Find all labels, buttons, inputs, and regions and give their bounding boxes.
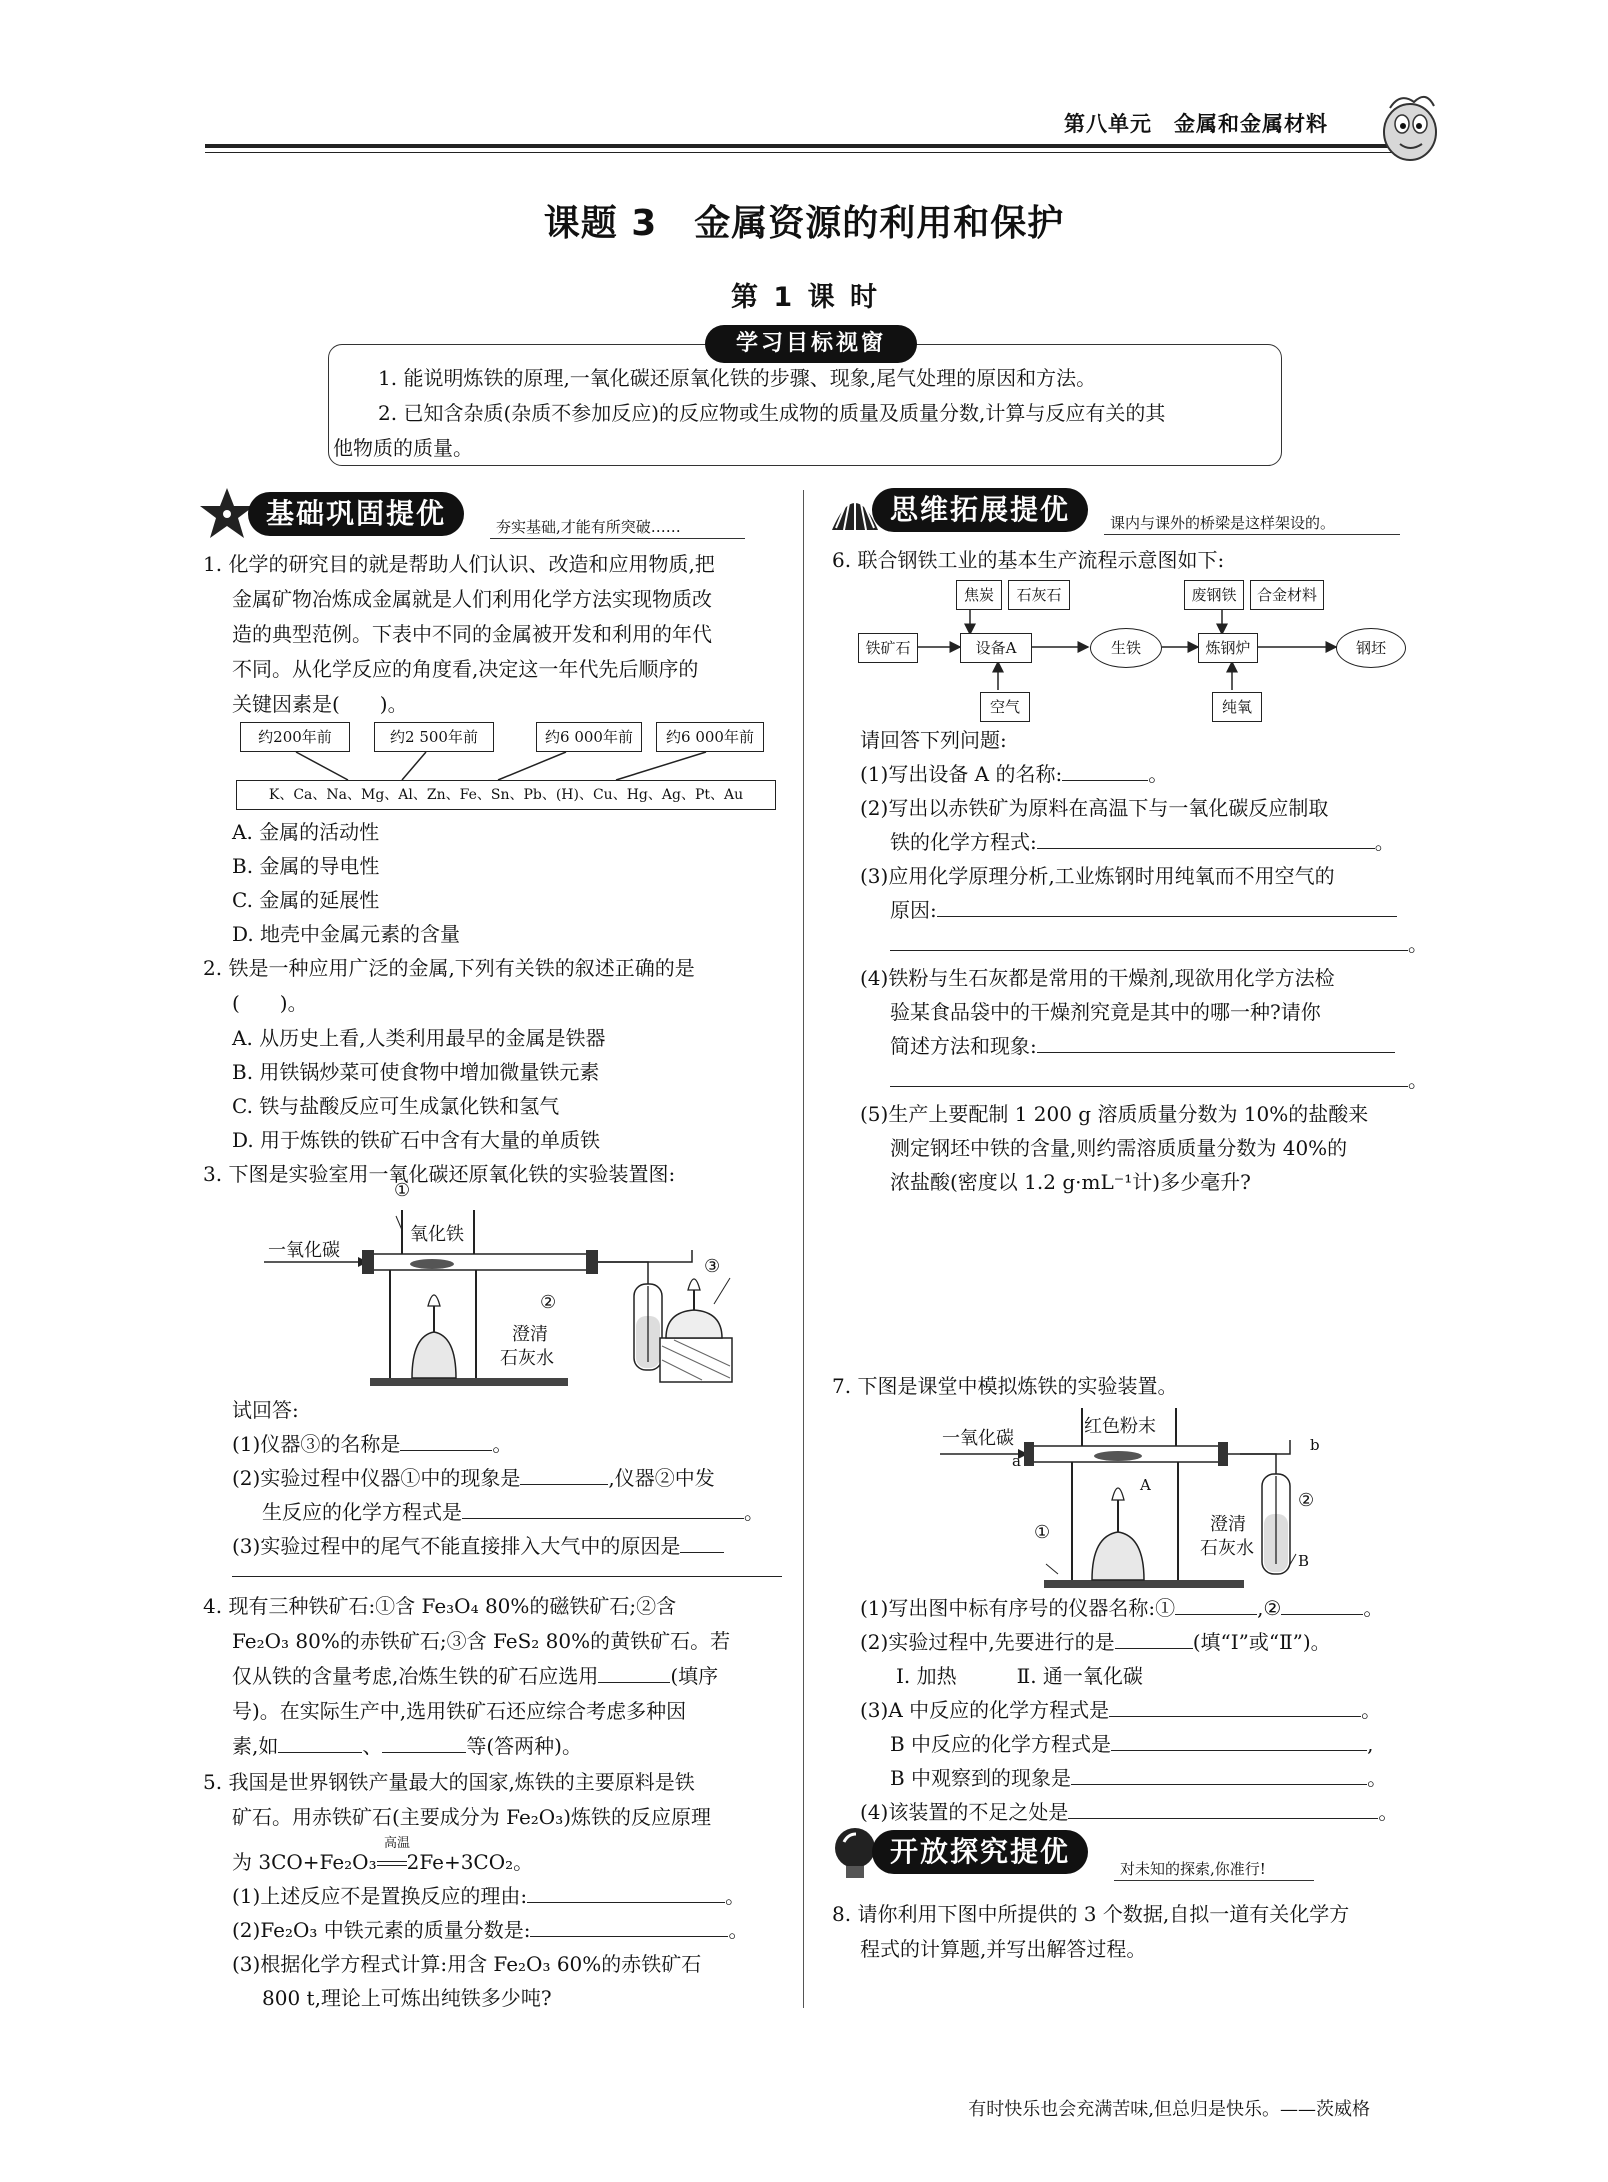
q4-line-5-text: 素,如: [232, 1734, 279, 1758]
q3-answer-line[interactable]: [232, 1576, 782, 1577]
goal-line-1: 1. 能说明炼铁的原理,一氧化碳还原氧化铁的步骤、现象,尾气处理的原因和方法。: [378, 366, 1097, 390]
q6-blank-2[interactable]: [1037, 826, 1375, 849]
flow-oxygen: 纯氧: [1212, 692, 1262, 722]
q3-sub-2-text: (2)实验过程中仪器①中的现象是: [232, 1466, 521, 1490]
q2-line-1: 2. 铁是一种应用广泛的金属,下列有关铁的叙述正确的是: [203, 956, 695, 980]
lesson-subtitle: 第 1 课 时: [731, 282, 877, 313]
q6-sub-4c-text: 简述方法和现象:: [890, 1034, 1037, 1058]
q3-label-1: ①: [394, 1180, 411, 1201]
q5-sub-1-end: 。: [725, 1884, 746, 1908]
q2-option-d: D. 用于炼铁的铁矿石中含有大量的单质铁: [232, 1128, 601, 1152]
q7-label-b: b: [1310, 1436, 1320, 1454]
q3-sub-3-text: (3)实验过程中的尾气不能直接排入大气中的原因是: [232, 1534, 681, 1558]
lesson-title: 课题 3 金属资源的利用和保护: [543, 203, 1065, 244]
q7-sub-2-options: Ⅰ. 加热 Ⅱ. 通一氧化碳: [896, 1664, 1143, 1688]
q4-line-3-end: (填序: [670, 1664, 719, 1688]
q5-sub-1: [232, 1880, 745, 1913]
unit-header: 第八单元 金属和金属材料: [1064, 112, 1328, 136]
q7-sub-3b-text: B 中反应的化学方程式是: [890, 1732, 1112, 1756]
q1-tag-2: 约2 500年前: [374, 722, 494, 752]
q7-sub-2-end: (填“Ⅰ”或“Ⅱ”)。: [1192, 1630, 1331, 1654]
q1-line-1: 1. 化学的研究目的就是帮助人们认识、改造和应用物质,把: [203, 552, 715, 576]
q5-sub-2-end: 。: [728, 1918, 749, 1942]
q5-sub-3b: 800 t,理论上可炼出纯铁多少吨?: [262, 1986, 552, 2010]
q1-line-5: 关键因素是( )。: [232, 692, 408, 716]
section-open-motto: 对未知的探索,你准行!: [1120, 1860, 1266, 1878]
q7-sub-4: [860, 1796, 1398, 1829]
q6-sub-3-end: 。: [1408, 932, 1428, 956]
flow-steel-billet: 钢坯: [1336, 628, 1406, 668]
q3-blank-3[interactable]: [462, 1496, 744, 1519]
section-basic-underline: [490, 538, 745, 539]
q6-sub-5b: 测定钢坯中铁的含量,则约需溶质质量分数为 40%的: [890, 1136, 1348, 1160]
q5-sub-2: [232, 1914, 748, 1947]
q6-sub-5: (5)生产上要配制 1 200 g 溶质质量分数为 10%的盐酸来: [860, 1102, 1369, 1126]
q6-sub-4b: 验某食品袋中的干燥剂究竟是其中的哪一种?请你: [890, 1000, 1321, 1024]
q2-option-b: B. 用铁锅炒菜可使食物中增加微量铁元素: [232, 1060, 600, 1084]
header-rule-thin: [205, 152, 1410, 153]
q3-sub-2b: [262, 1496, 764, 1529]
q7-blank-3[interactable]: [1115, 1626, 1193, 1649]
q7-label-1: ①: [1034, 1522, 1051, 1543]
q7-blank-1[interactable]: [1175, 1592, 1257, 1615]
goals-badge: 学习目标视窗: [705, 325, 917, 363]
q4-line-3-text: 仅从铁的含量考虑,冶炼生铁的矿石应选用: [232, 1664, 599, 1688]
q1-line-2: 金属矿物冶炼成金属就是人们利用化学方法实现物质改: [232, 587, 712, 611]
q6-sub-4c: [890, 1030, 1395, 1063]
q7-sub-4-end: 。: [1378, 1800, 1399, 1824]
q7-blank-7[interactable]: [1068, 1796, 1378, 1819]
q8-line-1: 8. 请你利用下图中所提供的 3 个数据,自拟一道有关化学方: [832, 1902, 1350, 1926]
q3-label-2: ②: [540, 1292, 557, 1313]
q8-line-2: 程式的计算题,并写出解答过程。: [860, 1937, 1147, 1961]
section-basic-title: 基础巩固提优: [248, 492, 464, 536]
section-think-motto: 课内与课外的桥梁是这样架设的。: [1110, 514, 1336, 532]
q6-sub-2b: [890, 826, 1395, 859]
q5-line-3: [232, 1846, 533, 1879]
q5-sub-1-text: (1)上述反应不是置换反应的理由:: [232, 1884, 528, 1908]
q3-blank-2[interactable]: [520, 1462, 608, 1485]
column-divider: [803, 490, 804, 2008]
q7-sub-1-text: (1)写出图中标有序号的仪器名称:①: [860, 1596, 1176, 1620]
q7-blank-4[interactable]: [1109, 1694, 1361, 1717]
q5-sub-3: (3)根据化学方程式计算:用含 Fe₂O₃ 60%的赤铁矿石: [232, 1952, 702, 1976]
q1-tag-arrows: [236, 750, 776, 782]
q4-line-4: 号)。在实际生产中,选用铁矿石还应综合考虑多种因: [232, 1699, 687, 1723]
q6-blank-1[interactable]: [1062, 758, 1148, 781]
q7-sub-2: [860, 1626, 1331, 1659]
goal-line-2: 2. 已知含杂质(杂质不参加反应)的反应物或生成物的质量及质量分数,计算与反应有关的其: [378, 401, 1166, 425]
q6-line-1: 6. 联合钢铁工业的基本生产流程示意图如下:: [832, 548, 1225, 572]
q6-sub-2b-text: 铁的化学方程式:: [890, 830, 1037, 854]
q5-condition: 高温: [384, 1836, 411, 1851]
section-think-underline: [1104, 534, 1400, 535]
q7-sub-3c: [890, 1762, 1387, 1795]
q1-line-3: 造的典型范例。下表中不同的金属被开发和利用的年代: [232, 622, 712, 646]
q4-line-5-end: 等(答两种)。: [466, 1734, 582, 1758]
q5-sub-2-text: (2)Fe₂O₃ 中铁元素的质量分数是:: [232, 1918, 531, 1942]
q7-label-lime-2: 石灰水: [1200, 1538, 1254, 1559]
q7-sub-1-end: 。: [1363, 1596, 1384, 1620]
q4-line-5: [232, 1730, 582, 1763]
q6-sub-1-text: (1)写出设备 A 的名称:: [860, 762, 1063, 786]
q7-blank-6[interactable]: [1071, 1762, 1367, 1785]
q7-sub-3b: [890, 1728, 1373, 1761]
q7-sub-3c-end: 。: [1367, 1766, 1388, 1790]
q6-sub-1: [860, 758, 1168, 791]
q7-sub-1-mid: ,②: [1257, 1596, 1282, 1620]
q6-blank-6[interactable]: [890, 1064, 1408, 1087]
q7-sub-3: [860, 1694, 1381, 1727]
flow-pig-iron: 生铁: [1090, 628, 1162, 668]
q3-blank-1[interactable]: [400, 1428, 492, 1451]
flow-coke: 焦炭: [956, 580, 1002, 610]
q1-option-d: D. 地壳中金属元素的含量: [232, 922, 461, 946]
q4-blank-1[interactable]: [598, 1660, 670, 1683]
section-basic-motto: 夯实基础,才能有所突破……: [496, 518, 681, 536]
section-think-title: 思维拓展提优: [872, 488, 1088, 532]
q4-line-5-sep: 、: [362, 1734, 383, 1758]
flow-device-a: 设备A: [960, 633, 1032, 663]
q6-sub-3c: [890, 928, 1428, 961]
q7-blank-2[interactable]: [1281, 1592, 1363, 1615]
q7-label-a: a: [1012, 1452, 1021, 1470]
q7-label-A: A: [1140, 1476, 1151, 1494]
q1-tag-1: 约200年前: [240, 722, 350, 752]
q7-label-powder: 红色粉末: [1084, 1416, 1156, 1437]
q5-line-3-end: 2Fe+3CO₂。: [406, 1850, 534, 1874]
q5-blank-1[interactable]: [527, 1880, 725, 1903]
q7-blank-5[interactable]: [1111, 1728, 1367, 1751]
q6-blank-5[interactable]: [1037, 1030, 1395, 1053]
footer-quote: 有时快乐也会充满苦味,但总归是快乐。——茨威格: [968, 2099, 1370, 2120]
q7-sub-3-end: 。: [1361, 1698, 1382, 1722]
q5-equals-sign: [377, 1861, 407, 1866]
q4-blank-2[interactable]: [278, 1730, 362, 1753]
q1-tag-3: 约6 000年前: [536, 722, 642, 752]
q3-sub-3: [232, 1530, 724, 1563]
q3-blank-4[interactable]: [680, 1530, 724, 1553]
flow-alloy: 合金材料: [1250, 580, 1324, 610]
q1-option-b: B. 金属的导电性: [232, 854, 380, 878]
q6-sub-4d: [890, 1064, 1428, 1097]
q5-line-1: 5. 我国是世界钢铁产量最大的国家,炼铁的主要原料是铁: [203, 1770, 695, 1794]
q6-sub-3: (3)应用化学原理分析,工业炼钢时用纯氧而不用空气的: [860, 864, 1335, 888]
q3-sub-1-text: (1)仪器③的名称是: [232, 1432, 401, 1456]
q6-sub-4-end: 。: [1408, 1068, 1428, 1092]
flow-ore: 铁矿石: [858, 633, 918, 663]
q6-blank-3[interactable]: [937, 894, 1397, 917]
q3-sub-2: [232, 1462, 715, 1495]
q6-sub-2: (2)写出以赤铁矿为原料在高温下与一氧化碳反应制取: [860, 796, 1329, 820]
q1-activity-series: K、Ca、Na、Mg、Al、Zn、Fe、Sn、Pb、(H)、Cu、Hg、Ag、Pt、Au: [236, 780, 776, 810]
q3-line-1: 3. 下图是实验室用一氧化碳还原氧化铁的实验装置图:: [203, 1162, 676, 1186]
q7-label-2: ②: [1298, 1490, 1315, 1511]
q4-line-2: Fe₂O₃ 80%的赤铁矿石;③含 FeS₂ 80%的黄铁矿石。若: [232, 1629, 731, 1653]
q7-label-co: 一氧化碳: [942, 1428, 1014, 1449]
q4-blank-3[interactable]: [382, 1730, 466, 1753]
q2-line-2: ( )。: [232, 991, 308, 1015]
flow-furnace: 炼钢炉: [1198, 633, 1258, 663]
q6-sub-3b: [890, 894, 1397, 927]
q3-label-co: 一氧化碳: [268, 1240, 340, 1261]
q3-label-lime-1: 澄清: [512, 1324, 548, 1345]
q6-ask: 请回答下列问题:: [860, 728, 1007, 752]
q4-line-1: 4. 现有三种铁矿石:①含 Fe₃O₄ 80%的磁铁矿石;②含: [203, 1594, 677, 1618]
q1-tag-4: 约6 000年前: [656, 722, 764, 752]
flow-air: 空气: [980, 692, 1030, 722]
q7-sub-3c-text: B 中观察到的现象是: [890, 1766, 1072, 1790]
q5-line-2: 矿石。用赤铁矿石(主要成分为 Fe₂O₃)炼铁的反应原理: [232, 1805, 712, 1829]
q3-sub-1-end: 。: [492, 1432, 513, 1456]
q3-sub-2b-end: 。: [744, 1500, 764, 1524]
q3-sub-2-mid: ,仪器②中发: [608, 1466, 715, 1490]
header-rule: [205, 144, 1410, 148]
q3-sub-2b-text: 生反应的化学方程式是: [262, 1500, 462, 1524]
q7-sub-4-text: (4)该装置的不足之处是: [860, 1800, 1069, 1824]
q3-label-feo: 氧化铁: [410, 1224, 464, 1245]
q7-label-B: B: [1298, 1552, 1310, 1570]
flow-scrap-steel: 废钢铁: [1184, 580, 1244, 610]
q1-option-a: A. 金属的活动性: [232, 820, 380, 844]
q7-sub-3b-end: ,: [1367, 1732, 1374, 1756]
flow-limestone: 石灰石: [1008, 580, 1070, 610]
q6-sub-5c: 浓盐酸(密度以 1.2 g·mL⁻¹计)多少毫升?: [890, 1170, 1251, 1194]
q1-option-c: C. 金属的延展性: [232, 888, 380, 912]
q6-sub-2b-end: 。: [1374, 830, 1395, 854]
q1-line-4: 不同。从化学反应的角度看,决定这一年代先后顺序的: [232, 657, 699, 681]
q6-blank-4[interactable]: [890, 928, 1408, 951]
q6-sub-3b-text: 原因:: [890, 898, 937, 922]
q3-ask: 试回答:: [232, 1398, 299, 1422]
q2-option-a: A. 从历史上看,人类利用最早的金属是铁器: [232, 1026, 606, 1050]
q3-sub-1: [232, 1428, 512, 1461]
q5-blank-2[interactable]: [530, 1914, 728, 1937]
section-open-underline: [1114, 1880, 1314, 1881]
q5-line-3-text: 为 3CO+Fe₂O₃: [232, 1850, 377, 1874]
section-open-title: 开放探究提优: [872, 1830, 1088, 1874]
q2-option-c: C. 铁与盐酸反应可生成氯化铁和氢气: [232, 1094, 560, 1118]
q4-line-3: [232, 1660, 718, 1693]
q6-sub-1-end: 。: [1148, 762, 1169, 786]
q7-sub-3-text: (3)A 中反应的化学方程式是: [860, 1698, 1110, 1722]
q7-line-1: 7. 下图是课堂中模拟炼铁的实验装置。: [832, 1374, 1178, 1398]
mascot-icon: [1370, 88, 1446, 168]
q6-sub-4: (4)铁粉与生石灰都是常用的干燥剂,现欲用化学方法检: [860, 966, 1335, 990]
q3-label-3: ③: [704, 1256, 721, 1277]
q3-label-lime-2: 石灰水: [500, 1348, 554, 1369]
q7-sub-1: [860, 1592, 1383, 1625]
q7-label-lime-1: 澄清: [1210, 1514, 1246, 1535]
q7-sub-2-text: (2)实验过程中,先要进行的是: [860, 1630, 1115, 1654]
goal-line-3: 他物质的质量。: [333, 436, 473, 460]
